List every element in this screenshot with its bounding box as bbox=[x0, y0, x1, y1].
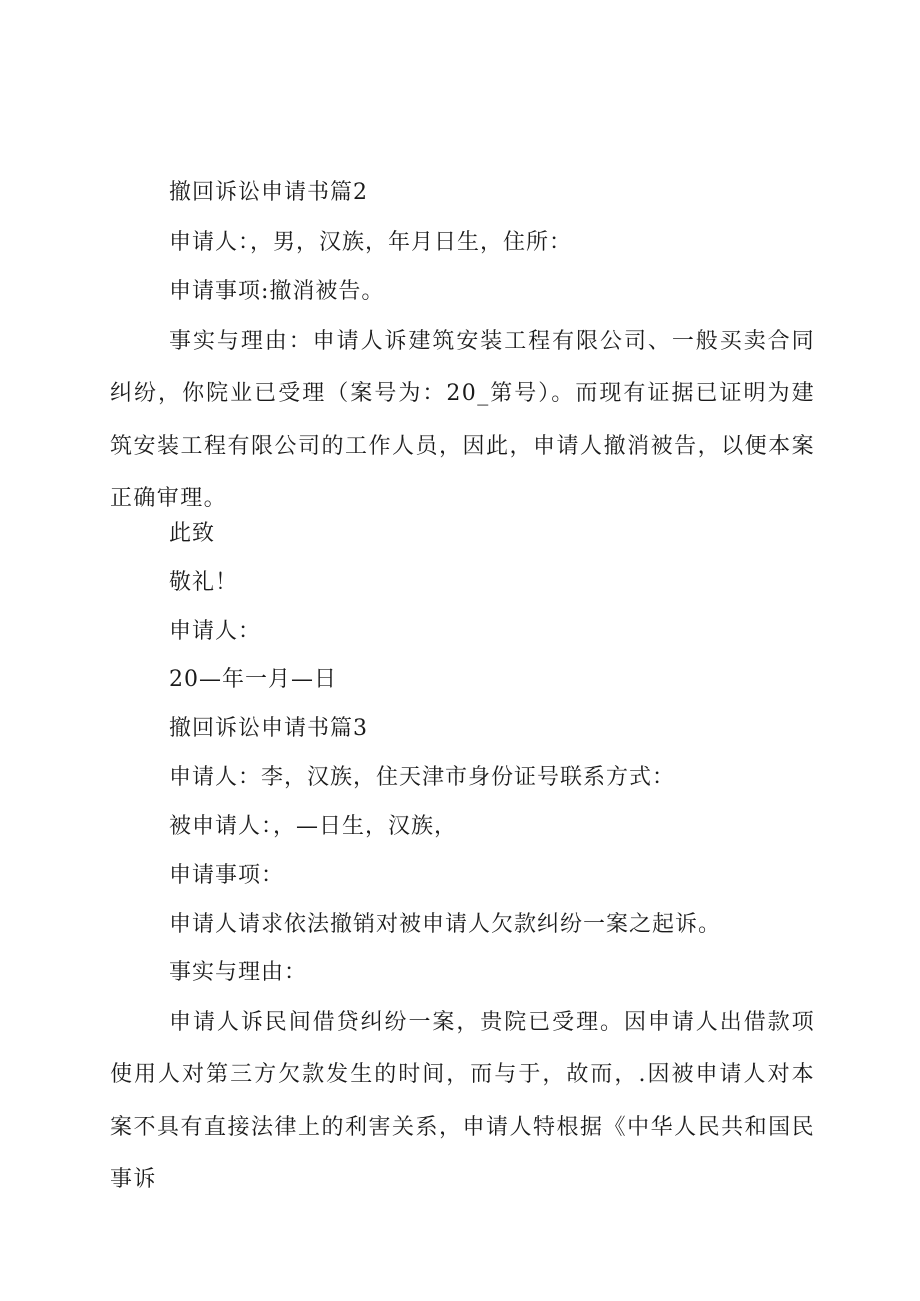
facts-paragraph: 申请人诉民间借贷纠纷一案，贵院已受理。因申请人出借款项使用人对第三方欠款发生的时间，而与于，故而，.因被申请人对本案不具有直接法律上的利害关系，申请人特根据《中华人民共和国民事诉 bbox=[110, 1010, 815, 1192]
respondent-line: 被申请人：，—日生，汉族， bbox=[169, 814, 458, 839]
matter-line: 申请事项:撤消被告。 bbox=[169, 279, 385, 304]
applicant-line: 申请人：，男，汉族，年月日生，住所： bbox=[169, 230, 573, 255]
applicant-line: 申请人：李，汉族，住天津市身份证号联系方式： bbox=[169, 765, 676, 790]
date-line: 20—年一月—日 bbox=[169, 667, 337, 692]
section-heading-2: 撤回诉讼申请书篇2 bbox=[169, 180, 368, 205]
closing-salutation: 此致 bbox=[169, 521, 216, 546]
signature-line: 申请人： bbox=[169, 619, 262, 644]
facts-paragraph: 事实与理由：申请人诉建筑安装工程有限公司、一般买卖合同纠纷，你院业已受理（案号为：20_第号）。而现有证据已证明为建筑安装工程有限公司的工作人员，因此，申请人撤消被告，以便本案正确审理。 bbox=[110, 329, 815, 511]
matter-label: 申请事项： bbox=[169, 863, 285, 888]
facts-label: 事实与理由： bbox=[169, 960, 308, 985]
closing-regards: 敬礼！ bbox=[169, 570, 239, 595]
section-heading-3: 撤回诉讼申请书篇3 bbox=[169, 716, 368, 741]
matter-line: 申请人请求依法撤销对被申请人欠款纠纷一案之起诉。 bbox=[169, 912, 722, 937]
